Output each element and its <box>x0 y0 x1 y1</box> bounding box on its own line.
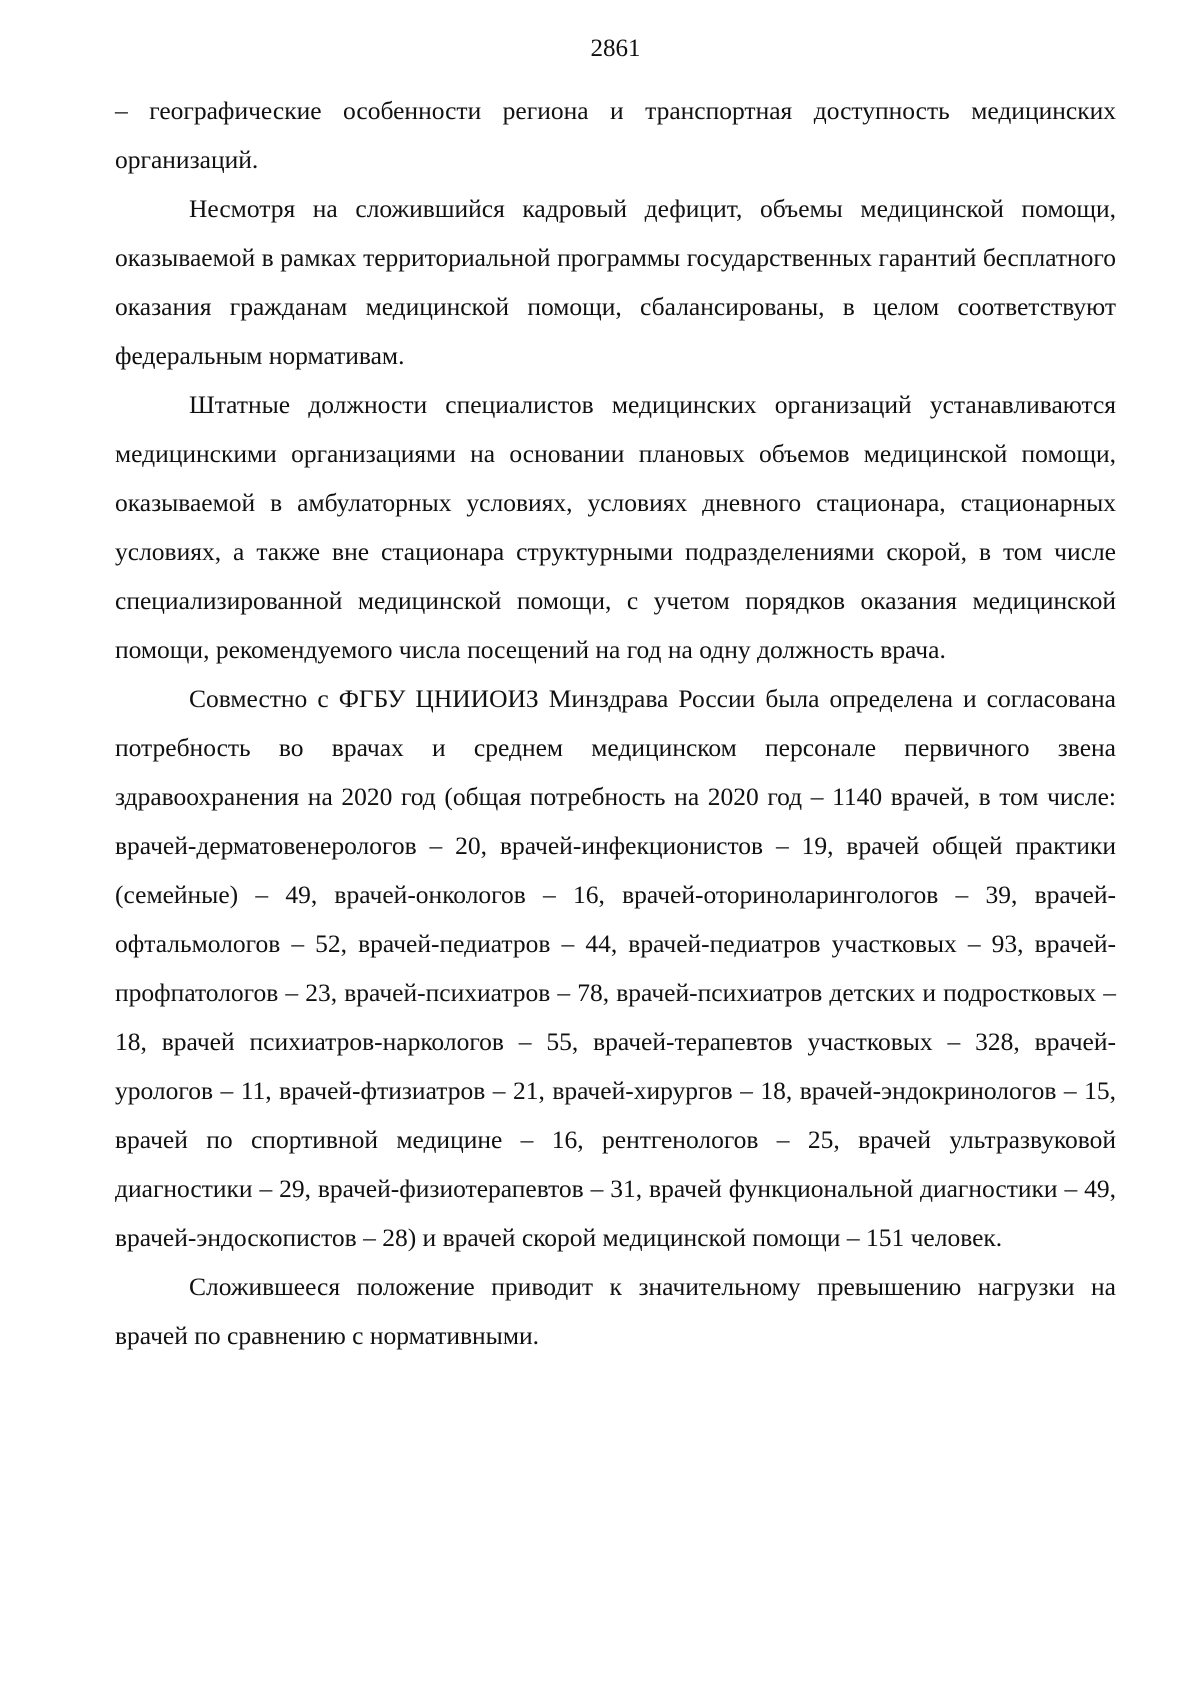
paragraph-staff-positions: Штатные должности специалистов медицинских организаций устанавливаются медицинскими организациями на основании плановых объемов медицинской помощи, оказываемой в амбулаторных условиях, условиях дневного стационара, стационарных условиях, а также вне стационара структурными подразделениями скорой, в том числе специализированной медицинской помощи, с учетом порядков оказания медицинской помощи, рекомендуемого числа посещений на год на одну должность врача. <box>115 390 1116 664</box>
paragraph-doctor-demand: Совместно с ФГБУ ЦНИИОИЗ Минздрава России была определена и согласована потребность во врачах и среднем медицинском персонале первичного звена здравоохранения на 2020 год (общая потребность на 2020 год – 1140 врачей, в том числе: врачей-дерматовенерологов – 20, врачей-инфекционистов – 19, врачей общей практики (семейные) – 49, врачей-онкологов – 16, врачей-оториноларингологов – 39, врачей-офтальмологов – 52, врачей-педиатров – 44, врачей-педиатров участковых – 93, врачей-профпатологов – 23, врачей-психиатров – 78, врачей-психиатров детских и подростковых – 18, врачей психиатров-наркологов – 55, врачей-терапевтов участковых – 328, врачей-урологов – 11, врачей-фтизиатров – 21, врачей-хирургов – 18, врачей-эндокринологов – 15, врачей по спортивной медицине – 16, рентгенологов – 25, врачей ультразвуковой диагностики – 29, врачей-физиотерапевтов – 31, врачей функциональной диагностики – 49, врачей-эндоскопистов – 28) и врачей скорой медицинской помощи – 151 человек. <box>115 684 1116 1252</box>
page-number: 2861 <box>590 35 641 62</box>
document-body <box>115 86 1116 1360</box>
paragraph-staff-deficit: Несмотря на сложившийся кадровый дефицит, объемы медицинской помощи, оказываемой в рамках территориальной программы государственных гарантий бесплатного оказания гражданам медицинской помощи, сбалансированы, в целом соответствуют федеральным нормативам. <box>115 194 1116 370</box>
paragraph-geography-transport: – географические особенности региона и транспортная доступность медицинских организаций. <box>115 96 1116 174</box>
paragraph-workload: Сложившееся положение приводит к значительному превышению нагрузки на врачей по сравнению с нормативными. <box>115 1272 1116 1350</box>
